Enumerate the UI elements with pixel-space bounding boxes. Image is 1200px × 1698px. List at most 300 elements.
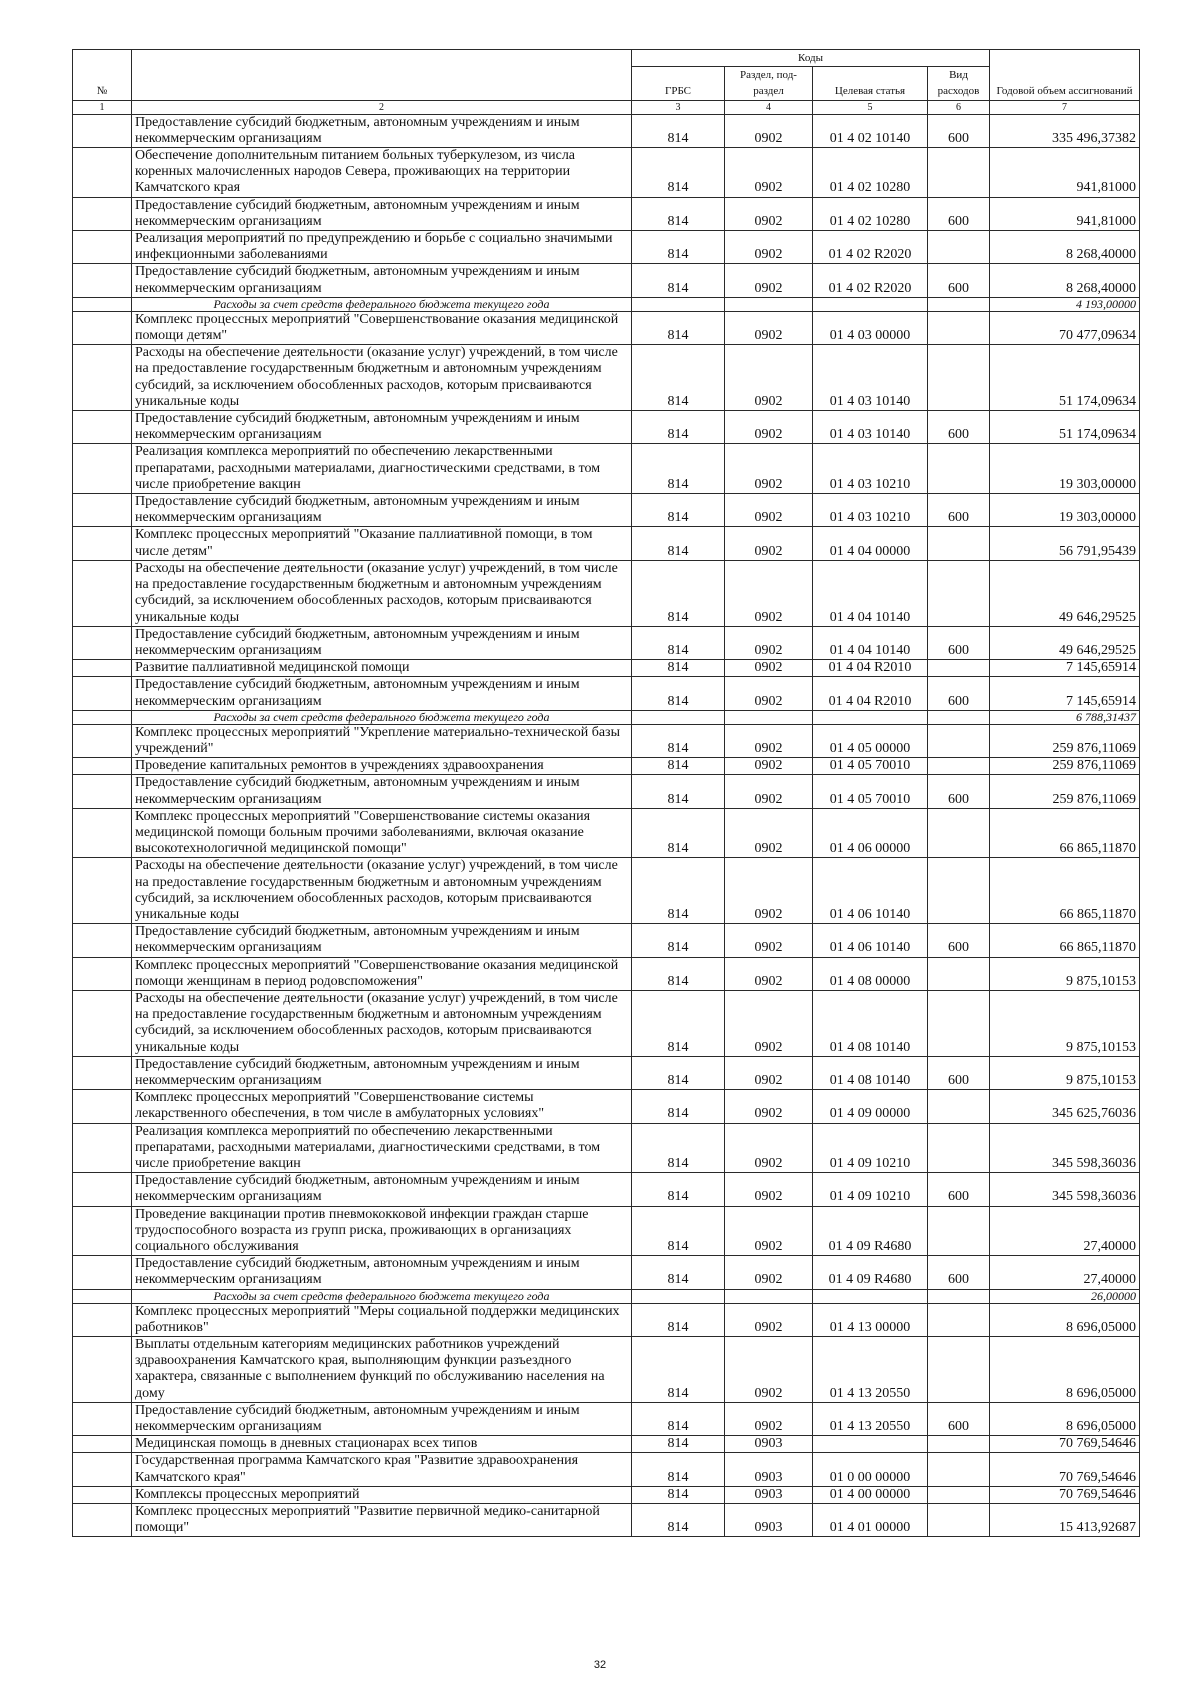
row-sum-cell: 66 865,11870: [990, 858, 1140, 924]
row-number-cell: [73, 1402, 132, 1435]
row-number-cell: [73, 677, 132, 710]
header-codes: Коды: [632, 50, 990, 67]
row-name-cell: Расходы за счет средств федерального бюджета текущего года: [132, 297, 632, 311]
row-sum-cell: 70 769,54646: [990, 1436, 1140, 1453]
page-number: 32: [593, 1659, 607, 1671]
table-row: [73, 808, 1140, 858]
row-grbs-cell: [632, 710, 725, 724]
row-expense-type-cell: 600: [928, 924, 990, 957]
row-number-cell: [73, 444, 132, 494]
row-name-cell: Предоставление субсидий бюджетным, автономным учреждениям и иным некоммерческим организациям: [132, 197, 632, 230]
row-razdel-cell: 0902: [725, 1056, 813, 1089]
row-grbs-cell: 814: [632, 311, 725, 344]
table-row: [73, 724, 1140, 757]
table-row: [73, 1303, 1140, 1336]
row-target-article-cell: [813, 1289, 928, 1303]
row-target-article-cell: 01 4 05 00000: [813, 724, 928, 757]
row-number-cell: [73, 1289, 132, 1303]
row-sum-cell: 8 268,40000: [990, 231, 1140, 264]
row-expense-type-cell: [928, 758, 990, 775]
row-number-cell: [73, 858, 132, 924]
row-target-article-cell: 01 4 00 00000: [813, 1486, 928, 1503]
row-razdel-cell: 0902: [725, 957, 813, 990]
row-name-cell: Комплекс процессных мероприятий "Укрепление материально-технической базы учреждений": [132, 724, 632, 757]
row-sum-cell: 70 477,09634: [990, 311, 1140, 344]
row-number-cell: [73, 411, 132, 444]
row-target-article-cell: 01 4 05 70010: [813, 775, 928, 808]
row-number-cell: [73, 1123, 132, 1173]
row-name-cell: Предоставление субсидий бюджетным, автономным учреждениям и иным некоммерческим организациям: [132, 626, 632, 659]
row-number-cell: [73, 758, 132, 775]
row-target-article-cell: 01 4 09 R4680: [813, 1206, 928, 1256]
row-razdel-cell: 0902: [725, 1123, 813, 1173]
header-col-number: 6: [928, 100, 990, 114]
row-expense-type-cell: [928, 1436, 990, 1453]
row-sum-cell: 8 696,05000: [990, 1337, 1140, 1403]
row-razdel-cell: 0902: [725, 858, 813, 924]
row-number-cell: [73, 197, 132, 230]
row-target-article-cell: 01 4 09 10210: [813, 1173, 928, 1206]
row-target-article-cell: 01 4 08 10140: [813, 1056, 928, 1089]
row-number-cell: [73, 724, 132, 757]
row-sum-cell: 345 598,36036: [990, 1173, 1140, 1206]
row-sum-cell: 70 769,54646: [990, 1453, 1140, 1486]
row-sum-cell: 49 646,29525: [990, 560, 1140, 626]
row-sum-cell: 51 174,09634: [990, 411, 1140, 444]
row-number-cell: [73, 527, 132, 560]
table-row: [73, 957, 1140, 990]
table-row: [73, 1206, 1140, 1256]
row-expense-type-cell: [928, 231, 990, 264]
row-expense-type-cell: 600: [928, 1056, 990, 1089]
row-number-cell: [73, 1486, 132, 1503]
row-grbs-cell: 814: [632, 957, 725, 990]
row-sum-cell: 8 696,05000: [990, 1303, 1140, 1336]
table-row: [73, 1436, 1140, 1453]
row-expense-type-cell: [928, 345, 990, 411]
row-grbs-cell: 814: [632, 1436, 725, 1453]
table-row: [73, 231, 1140, 264]
row-sum-cell: 26,00000: [990, 1289, 1140, 1303]
row-expense-type-cell: [928, 710, 990, 724]
row-grbs-cell: 814: [632, 444, 725, 494]
row-number-cell: [73, 1504, 132, 1537]
table-row: [73, 114, 1140, 147]
row-number-cell: [73, 560, 132, 626]
row-grbs-cell: 814: [632, 345, 725, 411]
row-target-article-cell: 01 4 13 00000: [813, 1303, 928, 1336]
row-name-cell: Комплекс процессных мероприятий "Развитие первичной медико-санитарной помощи": [132, 1504, 632, 1537]
table-row: [73, 626, 1140, 659]
row-number-cell: [73, 297, 132, 311]
table-row: [73, 1486, 1140, 1503]
header-col-number: 4: [725, 100, 813, 114]
row-expense-type-cell: [928, 1453, 990, 1486]
row-razdel-cell: 0902: [725, 560, 813, 626]
row-number-cell: [73, 1453, 132, 1486]
row-grbs-cell: 814: [632, 1173, 725, 1206]
row-target-article-cell: 01 4 02 10140: [813, 114, 928, 147]
row-name-cell: Реализация комплекса мероприятий по обеспечению лекарственными препаратами, расходными материалами, диагностическими средствами, в том числе приобретение вакцин: [132, 1123, 632, 1173]
table-row: [73, 924, 1140, 957]
row-target-article-cell: 01 4 03 10210: [813, 494, 928, 527]
row-razdel-cell: 0902: [725, 1402, 813, 1435]
row-target-article-cell: 01 4 05 70010: [813, 758, 928, 775]
row-grbs-cell: 814: [632, 858, 725, 924]
table-row: [73, 758, 1140, 775]
row-sum-cell: 941,81000: [990, 197, 1140, 230]
table-row: [73, 527, 1140, 560]
row-number-cell: [73, 114, 132, 147]
row-target-article-cell: 01 4 09 R4680: [813, 1256, 928, 1289]
row-razdel-cell: 0902: [725, 311, 813, 344]
row-razdel-cell: [725, 297, 813, 311]
row-sum-cell: 56 791,95439: [990, 527, 1140, 560]
row-name-cell: Предоставление субсидий бюджетным, автономным учреждениям и иным некоммерческим организациям: [132, 924, 632, 957]
row-grbs-cell: [632, 297, 725, 311]
table-row: [73, 345, 1140, 411]
row-expense-type-cell: [928, 1090, 990, 1123]
row-grbs-cell: 814: [632, 1123, 725, 1173]
budget-table-sheet: [72, 49, 1139, 1537]
row-sum-cell: 345 598,36036: [990, 1123, 1140, 1173]
row-sum-cell: 70 769,54646: [990, 1486, 1140, 1503]
row-grbs-cell: [632, 1289, 725, 1303]
row-sum-cell: 51 174,09634: [990, 345, 1140, 411]
row-grbs-cell: 814: [632, 197, 725, 230]
row-razdel-cell: 0902: [725, 1303, 813, 1336]
row-expense-type-cell: [928, 1486, 990, 1503]
row-sum-cell: 335 496,37382: [990, 114, 1140, 147]
row-grbs-cell: 814: [632, 1337, 725, 1403]
row-razdel-cell: 0902: [725, 264, 813, 297]
row-target-article-cell: 01 4 03 10140: [813, 345, 928, 411]
row-expense-type-cell: [928, 858, 990, 924]
header-razdel: Раздел, под-раздел: [725, 67, 813, 100]
row-razdel-cell: 0902: [725, 231, 813, 264]
row-name-cell: Расходы на обеспечение деятельности (оказание услуг) учреждений, в том числе на предоставление государственным бюджетным и автономным учреждениям субсидий, за исключением обособленных расходов, которым присваиваются уникальные коды: [132, 990, 632, 1056]
row-expense-type-cell: [928, 444, 990, 494]
row-number-cell: [73, 1173, 132, 1206]
row-sum-cell: 259 876,11069: [990, 775, 1140, 808]
row-grbs-cell: 814: [632, 1453, 725, 1486]
row-target-article-cell: 01 4 04 R2010: [813, 660, 928, 677]
row-grbs-cell: 814: [632, 677, 725, 710]
row-razdel-cell: 0902: [725, 494, 813, 527]
row-expense-type-cell: [928, 724, 990, 757]
row-expense-type-cell: [928, 1289, 990, 1303]
row-grbs-cell: 814: [632, 1486, 725, 1503]
row-grbs-cell: 814: [632, 758, 725, 775]
row-name-cell: Предоставление субсидий бюджетным, автономным учреждениям и иным некоммерческим организациям: [132, 1173, 632, 1206]
row-razdel-cell: 0902: [725, 924, 813, 957]
row-name-cell: Расходы на обеспечение деятельности (оказание услуг) учреждений, в том числе на предоставление государственным бюджетным и автономным учреждениям субсидий, за исключением обособленных расходов, которым присваиваются уникальные коды: [132, 560, 632, 626]
row-razdel-cell: 0902: [725, 527, 813, 560]
row-grbs-cell: 814: [632, 264, 725, 297]
header-annual-sum: Годовой объем ассигнований: [990, 50, 1140, 101]
row-razdel-cell: [725, 1289, 813, 1303]
row-sum-cell: 66 865,11870: [990, 924, 1140, 957]
row-target-article-cell: 01 4 04 10140: [813, 626, 928, 659]
row-expense-type-cell: 600: [928, 114, 990, 147]
table-row: [73, 1402, 1140, 1435]
row-sum-cell: 7 145,65914: [990, 660, 1140, 677]
row-target-article-cell: 01 4 08 00000: [813, 957, 928, 990]
row-grbs-cell: 814: [632, 1056, 725, 1089]
table-row: [73, 264, 1140, 297]
federal-budget-row: [73, 297, 1140, 311]
row-razdel-cell: 0903: [725, 1504, 813, 1537]
table-row: [73, 677, 1140, 710]
row-name-cell: Комплекс процессных мероприятий "Совершенствование оказания медицинской помощи женщинам в период родовспоможения": [132, 957, 632, 990]
row-expense-type-cell: [928, 660, 990, 677]
row-name-cell: Проведение вакцинации против пневмококковой инфекции граждан старше трудоспособного возраста из групп риска, проживающих в организациях социального обслуживания: [132, 1206, 632, 1256]
row-grbs-cell: 814: [632, 626, 725, 659]
table-header: [73, 50, 1140, 115]
row-grbs-cell: 814: [632, 1303, 725, 1336]
row-expense-type-cell: [928, 957, 990, 990]
row-razdel-cell: 0902: [725, 148, 813, 198]
row-sum-cell: 49 646,29525: [990, 626, 1140, 659]
row-razdel-cell: 0903: [725, 1436, 813, 1453]
row-razdel-cell: 0902: [725, 808, 813, 858]
row-razdel-cell: 0902: [725, 1256, 813, 1289]
row-name-cell: Медицинская помощь в дневных стационарах всех типов: [132, 1436, 632, 1453]
row-number-cell: [73, 1303, 132, 1336]
row-name-cell: Предоставление субсидий бюджетным, автономным учреждениям и иным некоммерческим организациям: [132, 411, 632, 444]
header-col-number: 1: [73, 100, 132, 114]
row-grbs-cell: 814: [632, 114, 725, 147]
row-expense-type-cell: [928, 1337, 990, 1403]
row-number-cell: [73, 345, 132, 411]
row-target-article-cell: 01 4 03 10140: [813, 411, 928, 444]
row-razdel-cell: 0902: [725, 1173, 813, 1206]
table-row: [73, 444, 1140, 494]
row-target-article-cell: 01 4 02 10280: [813, 197, 928, 230]
row-name-cell: Государственная программа Камчатского края "Развитие здравоохранения Камчатского края": [132, 1453, 632, 1486]
header-col-number: 7: [990, 100, 1140, 114]
row-razdel-cell: 0902: [725, 444, 813, 494]
row-target-article-cell: [813, 1436, 928, 1453]
row-target-article-cell: 01 4 04 00000: [813, 527, 928, 560]
row-sum-cell: 9 875,10153: [990, 1056, 1140, 1089]
row-grbs-cell: 814: [632, 560, 725, 626]
row-name-cell: Реализация мероприятий по предупреждению и борьбе с социально значимыми инфекционными заболеваниями: [132, 231, 632, 264]
row-expense-type-cell: [928, 311, 990, 344]
row-razdel-cell: 0902: [725, 197, 813, 230]
row-razdel-cell: 0902: [725, 114, 813, 147]
row-expense-type-cell: [928, 990, 990, 1056]
row-sum-cell: 27,40000: [990, 1206, 1140, 1256]
header-target-article: Целевая статья: [813, 67, 928, 100]
row-sum-cell: 19 303,00000: [990, 494, 1140, 527]
row-name-cell: Предоставление субсидий бюджетным, автономным учреждениям и иным некоммерческим организациям: [132, 494, 632, 527]
row-number-cell: [73, 1256, 132, 1289]
budget-allocation-table: [72, 49, 1140, 1537]
row-razdel-cell: 0902: [725, 1337, 813, 1403]
row-grbs-cell: 814: [632, 148, 725, 198]
header-number: №: [73, 50, 132, 101]
row-name-cell: Комплекс процессных мероприятий "Совершенствование системы оказания медицинской помощи больным прочими заболеваниями, включая оказание высокотехнологичной медицинской помощи": [132, 808, 632, 858]
row-sum-cell: 345 625,76036: [990, 1090, 1140, 1123]
row-sum-cell: 19 303,00000: [990, 444, 1140, 494]
row-sum-cell: 259 876,11069: [990, 758, 1140, 775]
row-target-article-cell: 01 4 01 00000: [813, 1504, 928, 1537]
row-razdel-cell: 0902: [725, 345, 813, 411]
row-name-cell: Расходы на обеспечение деятельности (оказание услуг) учреждений, в том числе на предоставление государственным бюджетным и автономным учреждениям субсидий, за исключением обособленных расходов, которым присваиваются уникальные коды: [132, 345, 632, 411]
header-col-number: 2: [132, 100, 632, 114]
row-expense-type-cell: 600: [928, 677, 990, 710]
row-grbs-cell: 814: [632, 990, 725, 1056]
row-sum-cell: 66 865,11870: [990, 808, 1140, 858]
row-number-cell: [73, 924, 132, 957]
row-sum-cell: 27,40000: [990, 1256, 1140, 1289]
row-target-article-cell: [813, 710, 928, 724]
row-number-cell: [73, 775, 132, 808]
row-target-article-cell: 01 4 13 20550: [813, 1337, 928, 1403]
row-expense-type-cell: 600: [928, 264, 990, 297]
table-row: [73, 1173, 1140, 1206]
row-number-cell: [73, 1206, 132, 1256]
row-razdel-cell: [725, 710, 813, 724]
row-target-article-cell: 01 4 06 10140: [813, 924, 928, 957]
row-razdel-cell: 0903: [725, 1453, 813, 1486]
row-expense-type-cell: [928, 1504, 990, 1537]
row-name-cell: Комплексы процессных мероприятий: [132, 1486, 632, 1503]
row-expense-type-cell: [928, 808, 990, 858]
row-expense-type-cell: [928, 148, 990, 198]
row-grbs-cell: 814: [632, 494, 725, 527]
row-number-cell: [73, 231, 132, 264]
row-razdel-cell: 0902: [725, 626, 813, 659]
table-row: [73, 1056, 1140, 1089]
row-grbs-cell: 814: [632, 1402, 725, 1435]
table-row: [73, 858, 1140, 924]
table-row: [73, 1090, 1140, 1123]
row-name-cell: Развитие паллиативной медицинской помощи: [132, 660, 632, 677]
table-row: [73, 560, 1140, 626]
row-name-cell: Предоставление субсидий бюджетным, автономным учреждениям и иным некоммерческим организациям: [132, 1402, 632, 1435]
row-razdel-cell: 0902: [725, 724, 813, 757]
row-name-cell: Предоставление субсидий бюджетным, автономным учреждениям и иным некоммерческим организациям: [132, 677, 632, 710]
table-row: [73, 660, 1140, 677]
row-number-cell: [73, 148, 132, 198]
row-expense-type-cell: 600: [928, 626, 990, 659]
row-target-article-cell: 01 0 00 00000: [813, 1453, 928, 1486]
row-number-cell: [73, 660, 132, 677]
table-row: [73, 1123, 1140, 1173]
federal-budget-row: [73, 1289, 1140, 1303]
row-expense-type-cell: [928, 297, 990, 311]
table-row: [73, 990, 1140, 1056]
row-sum-cell: 4 193,00000: [990, 297, 1140, 311]
row-number-cell: [73, 710, 132, 724]
row-target-article-cell: 01 4 02 R2020: [813, 231, 928, 264]
row-razdel-cell: 0902: [725, 660, 813, 677]
row-name-cell: Комплекс процессных мероприятий "Совершенствование системы лекарственного обеспечения, в том числе в амбулаторных условиях": [132, 1090, 632, 1123]
row-razdel-cell: 0902: [725, 677, 813, 710]
row-name-cell: Обеспечение дополнительным питанием больных туберкулезом, из числа коренных малочисленных народов Севера, проживающих на территории Камчатского края: [132, 148, 632, 198]
row-name-cell: Комплекс процессных мероприятий "Совершенствование оказания медицинской помощи детям": [132, 311, 632, 344]
row-number-cell: [73, 957, 132, 990]
row-name-cell: Предоставление субсидий бюджетным, автономным учреждениям и иным некоммерческим организациям: [132, 114, 632, 147]
row-target-article-cell: 01 4 02 R2020: [813, 264, 928, 297]
row-grbs-cell: 814: [632, 808, 725, 858]
row-razdel-cell: 0902: [725, 775, 813, 808]
row-sum-cell: 9 875,10153: [990, 957, 1140, 990]
table-row: [73, 197, 1140, 230]
row-grbs-cell: 814: [632, 527, 725, 560]
federal-budget-row: [73, 710, 1140, 724]
row-expense-type-cell: [928, 1303, 990, 1336]
row-grbs-cell: 814: [632, 724, 725, 757]
row-name-cell: Предоставление субсидий бюджетным, автономным учреждениям и иным некоммерческим организациям: [132, 264, 632, 297]
row-expense-type-cell: 600: [928, 494, 990, 527]
row-grbs-cell: 814: [632, 924, 725, 957]
row-number-cell: [73, 808, 132, 858]
row-sum-cell: 8 268,40000: [990, 264, 1140, 297]
row-razdel-cell: 0902: [725, 1206, 813, 1256]
row-name-cell: Расходы за счет средств федерального бюджета текущего года: [132, 1289, 632, 1303]
row-expense-type-cell: 600: [928, 411, 990, 444]
row-number-cell: [73, 1436, 132, 1453]
row-sum-cell: 9 875,10153: [990, 990, 1140, 1056]
row-number-cell: [73, 1056, 132, 1089]
row-number-cell: [73, 1337, 132, 1403]
row-number-cell: [73, 494, 132, 527]
row-target-article-cell: 01 4 03 00000: [813, 311, 928, 344]
row-grbs-cell: 814: [632, 1504, 725, 1537]
row-grbs-cell: 814: [632, 411, 725, 444]
row-name-cell: Предоставление субсидий бюджетным, автономным учреждениям и иным некоммерческим организациям: [132, 1256, 632, 1289]
row-name-cell: Расходы за счет средств федерального бюджета текущего года: [132, 710, 632, 724]
row-target-article-cell: 01 4 04 10140: [813, 560, 928, 626]
table-body: [73, 114, 1140, 1537]
row-target-article-cell: [813, 297, 928, 311]
table-row: [73, 411, 1140, 444]
row-razdel-cell: 0902: [725, 411, 813, 444]
table-row: [73, 1337, 1140, 1403]
row-sum-cell: 941,81000: [990, 148, 1140, 198]
table-row: [73, 1453, 1140, 1486]
table-row: [73, 148, 1140, 198]
row-expense-type-cell: [928, 560, 990, 626]
row-target-article-cell: 01 4 04 R2010: [813, 677, 928, 710]
row-target-article-cell: 01 4 08 10140: [813, 990, 928, 1056]
row-sum-cell: 8 696,05000: [990, 1402, 1140, 1435]
row-grbs-cell: 814: [632, 660, 725, 677]
row-grbs-cell: 814: [632, 1090, 725, 1123]
row-number-cell: [73, 1090, 132, 1123]
table-row: [73, 311, 1140, 344]
row-expense-type-cell: 600: [928, 1173, 990, 1206]
row-name-cell: Предоставление субсидий бюджетным, автономным учреждениям и иным некоммерческим организациям: [132, 775, 632, 808]
row-target-article-cell: 01 4 09 00000: [813, 1090, 928, 1123]
row-razdel-cell: 0902: [725, 1090, 813, 1123]
row-expense-type-cell: 600: [928, 1402, 990, 1435]
row-number-cell: [73, 990, 132, 1056]
table-row: [73, 775, 1140, 808]
row-expense-type-cell: [928, 1123, 990, 1173]
row-target-article-cell: 01 4 02 10280: [813, 148, 928, 198]
row-expense-type-cell: 600: [928, 197, 990, 230]
row-grbs-cell: 814: [632, 1206, 725, 1256]
row-name-cell: Проведение капитальных ремонтов в учреждениях здравоохранения: [132, 758, 632, 775]
row-name-cell: Комплекс процессных мероприятий "Меры социальной поддержки медицинских работников": [132, 1303, 632, 1336]
row-name-cell: Предоставление субсидий бюджетным, автономным учреждениям и иным некоммерческим организациям: [132, 1056, 632, 1089]
row-number-cell: [73, 626, 132, 659]
table-row: [73, 494, 1140, 527]
